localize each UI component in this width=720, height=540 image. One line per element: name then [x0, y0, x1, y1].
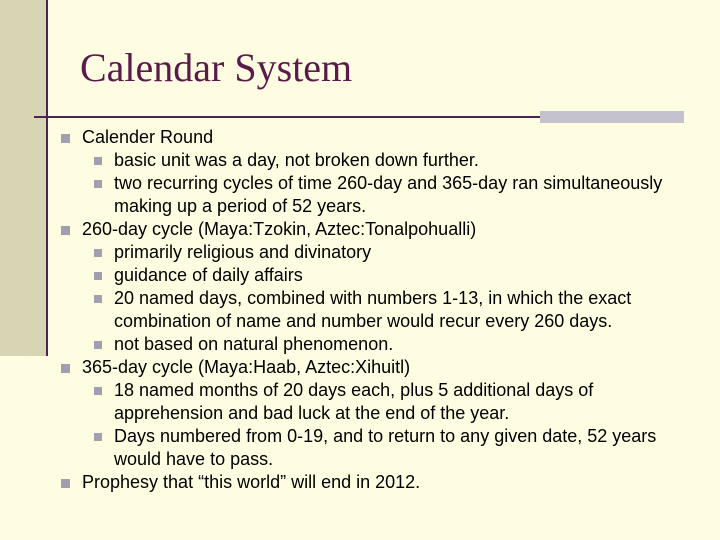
- bullet-text: Calender Round: [82, 127, 214, 147]
- bullet-text: 18 named months of 20 days each, plus 5 additional days of apprehension and bad luck at the end of the year.: [114, 380, 594, 423]
- square-bullet-icon: [94, 157, 102, 165]
- square-bullet-icon: [94, 433, 102, 441]
- bullet-item: [60, 126, 700, 149]
- sub-bullet-item: [60, 241, 700, 264]
- square-bullet-icon: [61, 479, 70, 488]
- left-bar-edge: [46, 0, 48, 356]
- square-bullet-icon: [94, 249, 102, 257]
- bullet-list: [60, 126, 700, 494]
- left-decorative-bar: [0, 0, 46, 356]
- bullet-text: not based on natural phenomenon.: [114, 334, 394, 354]
- bullet-text: 260-day cycle (Maya:Tzokin, Aztec:Tonalpohualli): [82, 219, 477, 239]
- square-bullet-icon: [94, 272, 102, 280]
- square-bullet-icon: [94, 387, 102, 395]
- sub-bullet-item: [60, 333, 700, 356]
- square-bullet-icon: [61, 226, 70, 235]
- sub-bullet-item: [60, 149, 700, 172]
- title-rule-accent: [540, 111, 684, 123]
- bullet-text: 20 named days, combined with numbers 1-13, in which the exact combination of name and number would recur every 260 days.: [114, 288, 632, 331]
- bullet-text: Days numbered from 0-19, and to return to any given date, 52 years would have to pass.: [114, 426, 657, 469]
- bullet-text: Prophesy that “this world” will end in 2012.: [82, 472, 421, 492]
- bullet-text: two recurring cycles of time 260-day and 365-day ran simultaneously making up a period of 52 years.: [114, 173, 663, 216]
- sub-bullet-item: [60, 425, 700, 471]
- bullet-item: [60, 218, 700, 241]
- square-bullet-icon: [94, 295, 102, 303]
- square-bullet-icon: [94, 180, 102, 188]
- sub-bullet-item: [60, 287, 700, 333]
- bullet-item: [60, 356, 700, 379]
- bullet-text: guidance of daily affairs: [114, 265, 303, 285]
- square-bullet-icon: [61, 134, 70, 143]
- sub-bullet-item: [60, 379, 700, 425]
- sub-bullet-item: [60, 172, 700, 218]
- bullet-item: [60, 471, 700, 494]
- sub-bullet-item: [60, 264, 700, 287]
- bullet-text: 365-day cycle (Maya:Haab, Aztec:Xihuitl): [82, 357, 411, 377]
- square-bullet-icon: [94, 341, 102, 349]
- slide-title: Calendar System: [80, 45, 353, 90]
- bullet-text: primarily religious and divinatory: [114, 242, 372, 262]
- bullet-text: basic unit was a day, not broken down further.: [114, 150, 479, 170]
- square-bullet-icon: [61, 364, 70, 373]
